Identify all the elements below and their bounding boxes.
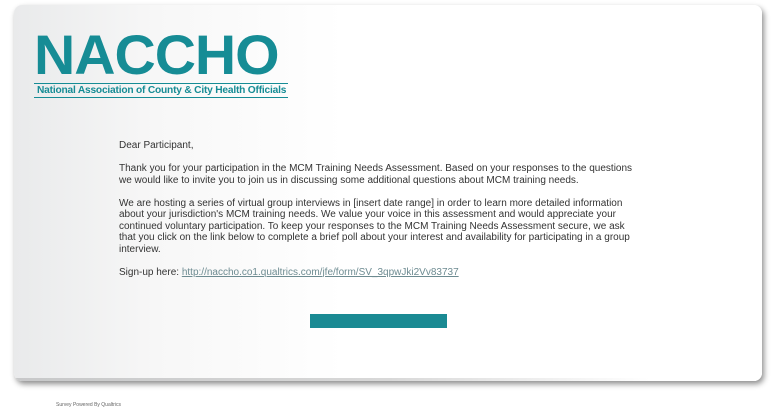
survey-card xyxy=(14,5,762,381)
signup-line xyxy=(119,267,639,279)
logo-wordmark: NACCHO xyxy=(34,23,279,86)
paragraph-thank-you: Thank you for your participation in the MCM Training Needs Assessment. Based on your responses to the questions we would like to invite you to join us in discussing some additional questions about MCM training needs. xyxy=(119,163,633,186)
signup-link[interactable]: http://naccho.co1.qualtrics.com/jfe/form/SV_3qpwJki2Vv83737 xyxy=(181,266,459,278)
naccho-logo xyxy=(34,23,288,98)
qualtrics-footer: Survey Powered By Qualtrics xyxy=(56,402,122,408)
logo-tagline: National Association of County & City Health Officials xyxy=(34,83,288,98)
greeting: Dear Participant, xyxy=(119,140,194,151)
message-body xyxy=(119,140,639,290)
next-button[interactable] xyxy=(310,314,447,328)
paragraph-interviews: We are hosting a series of virtual group interviews in [insert date range] in order to learn more detailed information about your jurisdiction's MCM training needs. We value your voice in this assessment and would appreciate your continued voluntary participation. To keep your responses to the MCM Training Needs Assessment secure, we ask that you click on the link below to complete a brief poll about your interest and availability for participating in a group interview. xyxy=(119,197,630,255)
signup-label: Sign-up here: xyxy=(119,266,182,278)
